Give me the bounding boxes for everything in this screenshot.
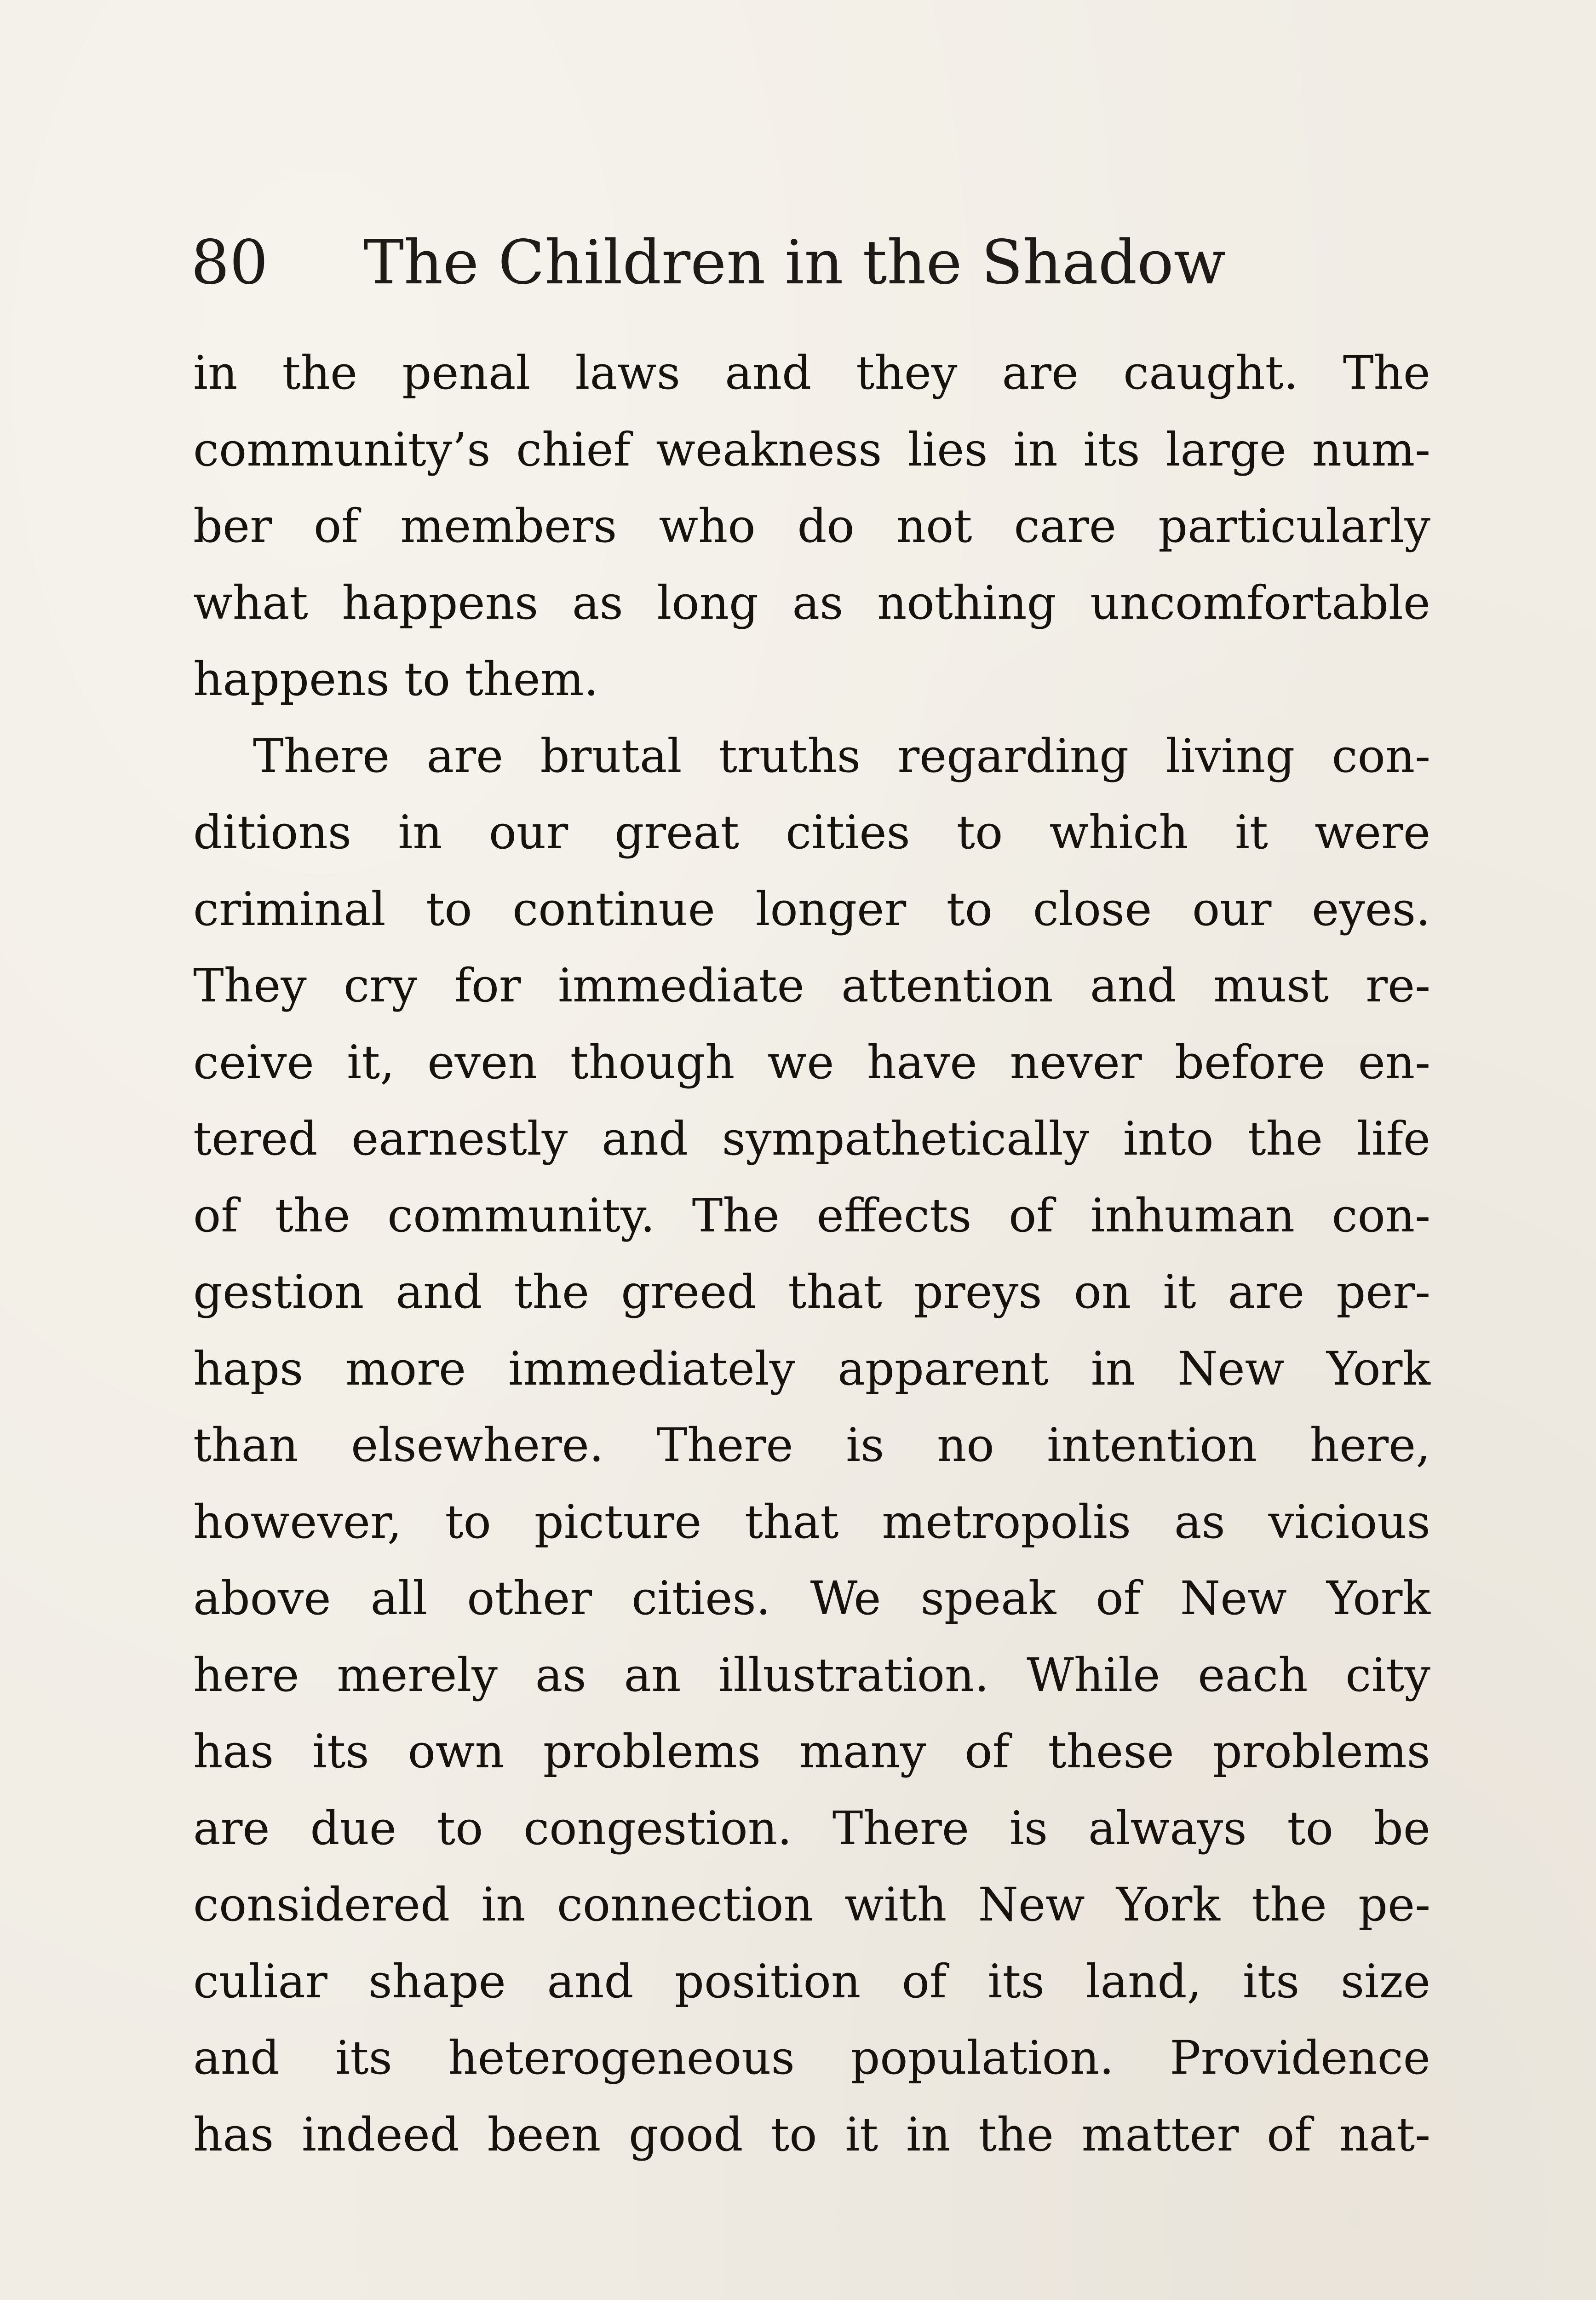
text-line: haps more immediately apparent in New York [193, 1341, 1430, 1396]
text-line: considered in connection with New York the pe- [193, 1878, 1430, 1932]
book-title: The Children in the Shadow [363, 227, 1226, 298]
text-line: ditions in our great cities to which it were [193, 805, 1430, 859]
text-line: what happens as long as nothing uncomfortable [193, 575, 1430, 630]
text-line: than elsewhere. There is no intention here, [193, 1418, 1430, 1472]
text-line: has indeed been good to it in the matter of nat- [193, 2107, 1430, 2162]
text-line: are due to congestion. There is always to be [193, 1801, 1430, 1855]
text-line: They cry for immediate attention and must re- [193, 959, 1430, 1012]
text-line: here merely as an illustration. While each city [193, 1648, 1430, 1702]
text-line: of the community. The effects of inhuman con- [193, 1188, 1430, 1242]
text-line: in the penal laws and they are caught. The [193, 346, 1430, 400]
text-line: ber of members who do not care particularly [193, 499, 1430, 553]
text-line: has its own problems many of these problems [193, 1725, 1430, 1778]
running-head [191, 220, 1433, 307]
page-number: 80 [191, 227, 268, 298]
text-line: community’s chief weakness lies in its large num- [193, 422, 1430, 477]
text-line: above all other cities. We speak of New York [193, 1571, 1430, 1625]
text-line: however, to picture that metropolis as vicious [193, 1495, 1430, 1549]
text-line: culiar shape and position of its land, its size [193, 1954, 1430, 2008]
text-line: gestion and the greed that preys on it are per- [193, 1265, 1430, 1319]
text-line: happens to them. [193, 652, 599, 706]
text-line: and its heterogeneous population. Providence [193, 2031, 1430, 2085]
text-line: criminal to continue longer to close our eyes. [193, 882, 1430, 936]
body-text [193, 335, 1430, 2173]
paragraph-first-line: There are brutal truths regarding living con- [253, 729, 1430, 783]
text-line: ceive it, even though we have never before en- [193, 1035, 1430, 1089]
text-line: tered earnestly and sympathetically into the life [193, 1112, 1430, 1166]
